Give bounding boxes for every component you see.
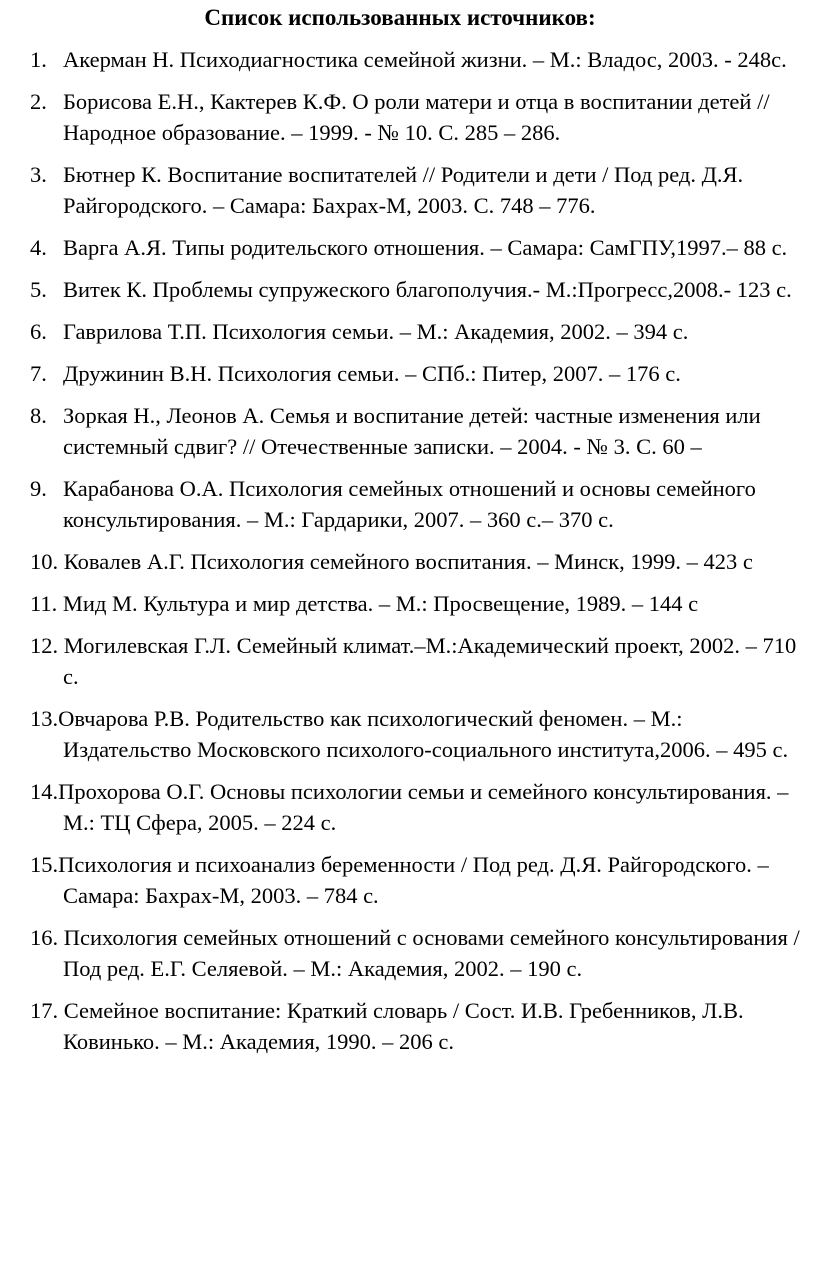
reference-text: Гаврилова Т.П. Психология семьи. – М.: Академия, 2002. – 394 с. — [63, 319, 689, 344]
reference-item — [30, 86, 816, 148]
reference-number: 1. — [30, 47, 47, 72]
reference-item — [30, 995, 816, 1057]
reference-text: Овчарова Р.В. Родительство как психологический феномен. – М.: Издательство Московского психолого-социального института,2006. – 495 с. — [58, 706, 789, 762]
reference-item — [30, 44, 816, 75]
reference-text: Акерман Н. Психодиагностика семейной жизни. – М.: Владос, 2003. - 248с. — [63, 47, 787, 72]
reference-number: 7. — [30, 361, 47, 386]
reference-number: 16. — [30, 925, 59, 950]
reference-number: 14. — [30, 779, 59, 804]
reference-number: 9. — [30, 476, 47, 501]
reference-number: 6. — [30, 319, 47, 344]
reference-item — [30, 630, 816, 692]
reference-item — [30, 274, 816, 305]
reference-item — [30, 232, 816, 263]
reference-text: Ковалев А.Г. Психология семейного воспитания. – Минск, 1999. – 423 с — [58, 549, 753, 574]
reference-number: 15. — [30, 852, 59, 877]
reference-text: Психология семейных отношений с основами семейного консультирования / Под ред. Е.Г. Селяевой. – М.: Академия, 2002. – 190 с. — [58, 925, 800, 981]
reference-item — [30, 546, 816, 577]
reference-number: 5. — [30, 277, 47, 302]
reference-item — [30, 358, 816, 389]
reference-number: 4. — [30, 235, 47, 260]
reference-text: Борисова Е.Н., Кактерев К.Ф. О роли матери и отца в воспитании детей // Народное образование. – 1999. - № 10. С. 285 – 286. — [63, 89, 770, 145]
reference-number: 13. — [30, 706, 59, 731]
reference-number: 2. — [30, 89, 47, 114]
page-title: Список использованных источников: — [204, 5, 596, 30]
reference-text: Могилевская Г.Л. Семейный климат.–М.:Академический проект, 2002. – 710 с. — [58, 633, 797, 689]
reference-list — [30, 44, 816, 1068]
reference-text: Варга А.Я. Типы родительского отношения. – Самара: СамГПУ,1997.– 88 с. — [63, 235, 788, 260]
reference-text: Бютнер К. Воспитание воспитателей // Родители и дети / Под ред. Д.Я. Райгородского. – Самара: Бахрах-М, 2003. С. 748 – 776. — [63, 162, 744, 218]
reference-item — [30, 588, 816, 619]
reference-item — [30, 159, 816, 221]
reference-text: Дружинин В.Н. Психология семьи. – СПб.: Питер, 2007. – 176 с. — [63, 361, 681, 386]
reference-number: 3. — [30, 162, 47, 187]
reference-item — [30, 922, 816, 984]
reference-item — [30, 849, 816, 911]
reference-text: Карабанова О.А. Психология семейных отношений и основы семейного консультирования. – М.: Гардарики, 2007. – 360 с.– 370 с. — [63, 476, 756, 532]
reference-text: Мид М. Культура и мир детства. – М.: Просвещение, 1989. – 144 с — [57, 591, 699, 616]
reference-item — [30, 473, 816, 535]
reference-item — [30, 316, 816, 347]
reference-text: Психология и психоанализ беременности / Под ред. Д.Я. Райгородского. – Самара: Бахрах-М, 2003. – 784 с. — [58, 852, 769, 908]
reference-item — [30, 776, 816, 838]
reference-item — [30, 400, 816, 462]
reference-number: 17. — [30, 998, 59, 1023]
reference-number: 10. — [30, 549, 59, 574]
reference-number: 8. — [30, 403, 47, 428]
reference-text: Прохорова О.Г. Основы психологии семьи и семейного консультирования. – М.: ТЦ Сфера, 2005. – 224 с. — [58, 779, 789, 835]
reference-item — [30, 703, 816, 765]
reference-text: Зоркая Н., Леонов А. Семья и воспитание детей: частные изменения или системный сдвиг? // Отечественные записки. – 2004. - № 3. С. 60 – — [63, 403, 761, 459]
reference-number: 12. — [30, 633, 59, 658]
reference-text: Семейное воспитание: Краткий словарь / Сост. И.В. Гребенников, Л.В. Ковинько. – М.: Академия, 1990. – 206 с. — [58, 998, 744, 1054]
reference-number: 11. — [30, 591, 58, 616]
reference-text: Витек К. Проблемы супружеского благополучия.- М.:Прогресс,2008.- 123 с. — [63, 277, 792, 302]
